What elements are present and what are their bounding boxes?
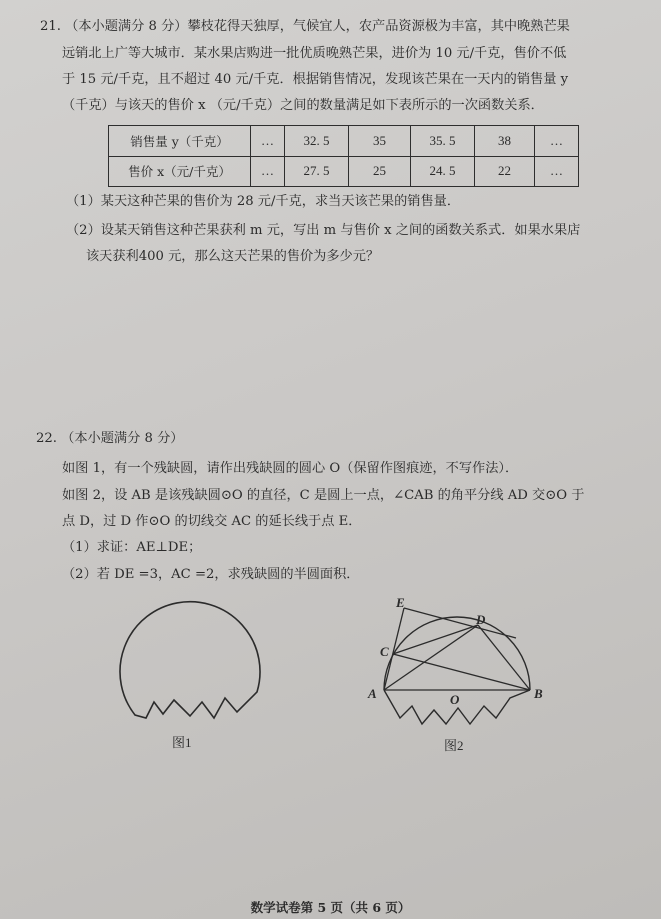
page-footer: 数学试卷第 5 页（共 6 页）	[250, 900, 411, 915]
tangent-ed	[404, 608, 516, 638]
q21-sub-1: （1）某天这种芒果的售价为 28 元/千克，求当天该芒果的销售量．	[66, 194, 461, 209]
table-cell: …	[251, 126, 285, 157]
label-o: O	[450, 692, 460, 707]
q22-title: 22. （本小题满分 8 分）	[36, 431, 184, 446]
label-e: E	[396, 595, 405, 610]
table-cell: 35	[349, 126, 411, 157]
line-cd	[393, 625, 478, 654]
table-cell: …	[535, 156, 579, 187]
sales-price-table	[108, 125, 579, 187]
table-cell: 22	[475, 156, 535, 187]
label-d: D	[476, 612, 486, 627]
figure-1-broken-circle	[110, 600, 280, 755]
figure-2-geometry	[360, 590, 560, 765]
q22-line-3: 点 D，过 D 作⊙O 的切线交 AC 的延长线于点 E．	[62, 514, 362, 529]
table-header-price: 售价 x（元/千克）	[109, 156, 251, 187]
q21-line-4: （千克）与该天的售价 x （元/千克）之间的数量满足如下表所示的一次函数关系．	[62, 98, 544, 113]
q22-line-2: 如图 2，设 AB 是该残缺圆⊙O 的直径，C 是圆上一点，∠CAB 的角平分线 AD 交⊙O 于	[62, 488, 585, 503]
table-row-sales	[109, 126, 579, 157]
label-b: B	[534, 686, 543, 701]
q21-sub-2: （2）设某天销售这种芒果获利 m 元，写出 m 与售价 x 之间的函数关系式．如果水果店	[66, 223, 581, 238]
table-cell: 27. 5	[285, 156, 349, 187]
line-cb	[393, 654, 530, 690]
table-header-sales: 销售量 y（千克）	[109, 126, 251, 157]
q21-sub-2-cont: 该天获利400 元，那么这天芒果的售价为多少元？	[86, 249, 380, 264]
label-c: C	[380, 644, 389, 659]
table-row-price	[109, 156, 579, 187]
table-cell: 38	[475, 126, 535, 157]
label-a: A	[368, 686, 377, 701]
semicircle-arc	[384, 617, 530, 690]
q22-sub-2: （2）若 DE =3，AC =2，求残缺圆的半圆面积．	[62, 567, 360, 582]
figure-2-caption: 图2	[444, 738, 464, 753]
table-cell: 24. 5	[411, 156, 475, 187]
q22-line-1: 如图 1，有一个残缺圆，请作出残缺圆的圆心 O（保留作图痕迹，不写作法）．	[62, 461, 519, 476]
q21-line-2: 远销北上广等大城市．某水果店购进一批优质晚熟芒果，进价为 10 元/千克，售价不低	[62, 46, 567, 61]
figure-1-caption: 图1	[172, 735, 192, 750]
table-cell: …	[535, 126, 579, 157]
table-cell: 35. 5	[411, 126, 475, 157]
table-cell: 25	[349, 156, 411, 187]
q21-line-3: 于 15 元/千克，且不超过 40 元/千克．根据销售情况，发现该芒果在一天内的销售量 y	[62, 72, 569, 87]
q21-line-1: 21. （本小题满分 8 分）攀枝花得天独厚，气候宜人，农产品资源极为丰富，其中晚熟芒果	[40, 19, 570, 34]
table-cell: 32. 5	[285, 126, 349, 157]
q22-sub-1: （1）求证：AE⊥DE；	[62, 540, 202, 555]
table-cell: …	[251, 156, 285, 187]
